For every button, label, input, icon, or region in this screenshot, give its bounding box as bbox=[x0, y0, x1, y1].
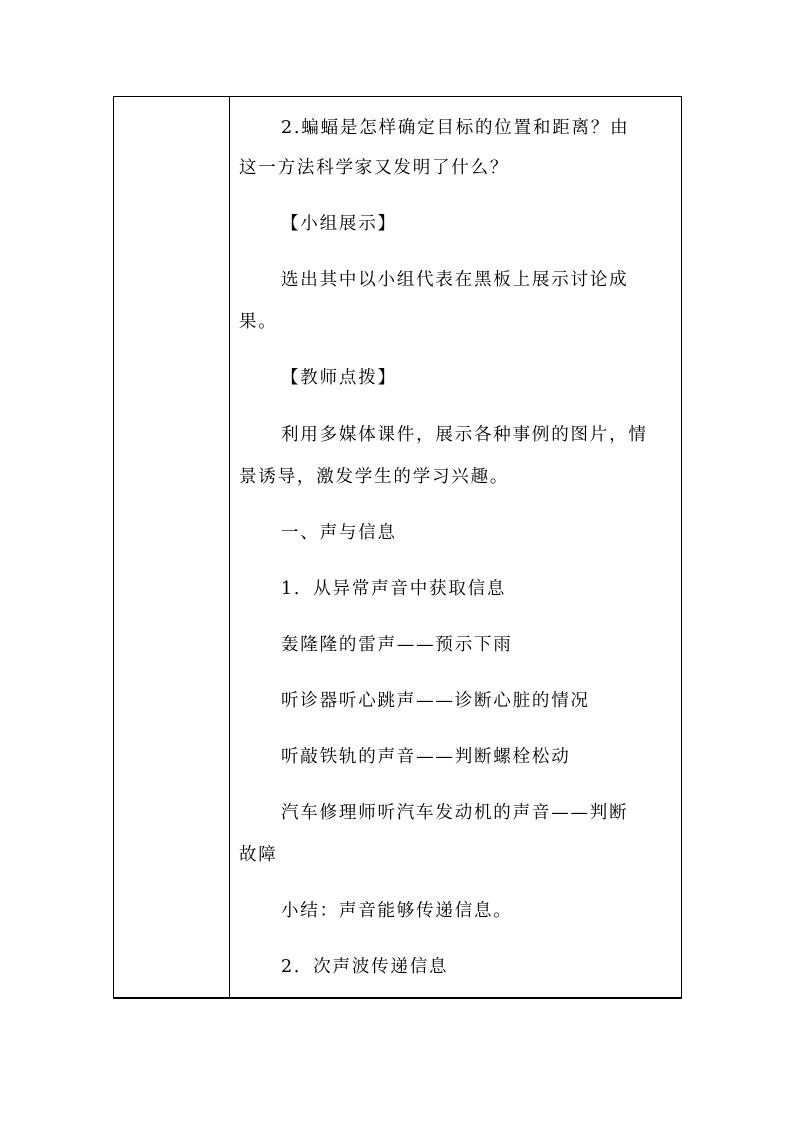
paragraph-bat-question-line2: 这一方法科学家又发明了什么？ bbox=[239, 158, 510, 178]
heading-group-display: 【小组展示】 bbox=[281, 214, 397, 234]
column-divider bbox=[229, 97, 230, 997]
heading-teacher-guidance: 【教师点拨】 bbox=[281, 368, 397, 388]
paragraph-multimedia-line1: 利用多媒体课件，展示各种事例的图片，情 bbox=[281, 425, 648, 445]
lesson-table bbox=[113, 96, 682, 999]
example-mechanic-line1: 汽车修理师听汽车发动机的声音——判断 bbox=[281, 803, 629, 823]
subheading-infrasound: 2．次声波传递信息 bbox=[281, 957, 449, 977]
example-stethoscope: 听诊器听心跳声——诊断心脏的情况 bbox=[281, 691, 590, 711]
example-mechanic-line2: 故障 bbox=[239, 845, 278, 865]
example-rail: 听敲铁轨的声音——判断螺栓松动 bbox=[281, 747, 571, 767]
summary-line: 小结：声音能够传递信息。 bbox=[281, 901, 513, 921]
paragraph-bat-question-line1: 2.蝙蝠是怎样确定目标的位置和距离？由 bbox=[281, 118, 630, 138]
paragraph-group-display-line1: 选出其中以小组代表在黑板上展示讨论成 bbox=[281, 270, 629, 290]
example-thunder: 轰隆隆的雷声——预示下雨 bbox=[281, 635, 513, 655]
section-heading-sound-information: 一、声与信息 bbox=[281, 523, 397, 543]
paragraph-multimedia-line2: 景诱导，激发学生的学习兴趣。 bbox=[239, 467, 510, 487]
subheading-abnormal-sound: 1．从异常声音中获取信息 bbox=[281, 579, 507, 599]
paragraph-group-display-line2: 果。 bbox=[239, 312, 278, 332]
